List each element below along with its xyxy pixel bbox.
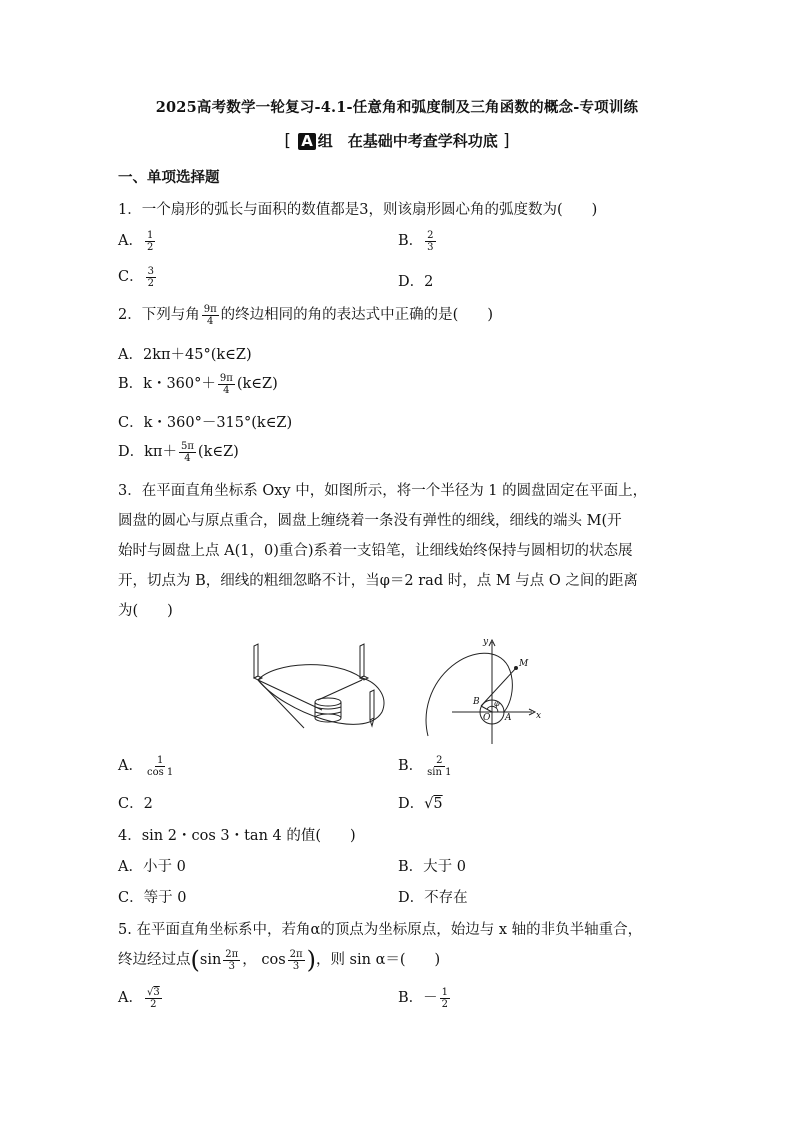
q2-stem: 2．下列与角 $\frac{9\pi}{4}$ 的终边相同的角的表达式中正确的是( ) [118,303,493,327]
group-badge: A [298,133,316,150]
q5-option-a: A． $\frac{√3}{2}$ [118,986,160,1010]
fig-label-b: B [473,697,480,707]
q4-option-b: B．大于 0 [398,859,466,875]
group-label: 组 在基础中考查学科功底 [317,132,498,150]
q3-line: 开，切点为 B，细线的粗细忽略不计，当φ＝2 rad 时，点 M 与点 O 之间的距离 [118,573,638,589]
fig-label-y: y [483,637,489,647]
section-title: 一、单项选择题 [118,170,220,186]
page-title: 2025高考数学一轮复习-4.1-任意角和弧度制及三角函数的概念-专项训练 [155,99,639,116]
fig-label-a: A [505,713,512,723]
q1-option-d: D．2 [398,274,434,290]
fig-label-m: M [519,659,529,669]
q2-option-d: D．kπ＋ $\frac{5\pi}{4}$ (k∈Z) [118,440,239,464]
q3-option-a: A． $\frac{1}{\cos 1}$ [118,754,174,778]
q2-option-c: C．k・360°－315°(k∈Z) [118,415,293,431]
q4-stem: 4．sin 2・cos 3・tan 4 的值( ) [118,828,356,844]
q3-stem [118,476,647,626]
q2-option-a: A．2kπ＋45°(k∈Z) [118,347,252,363]
q1-option-b: B． $\frac{2}{3}$ [398,229,434,253]
q3-line: 始时与圆盘上点 A(1，0)重合)系着一支铅笔，让细线始终保持与圆相切的状态展 [118,543,633,559]
q4-option-d: D．不存在 [398,890,468,906]
q5-line1: 5. 在平面直角坐标系中，若角α的顶点为坐标原点，始边与 x 轴的非负半轴重合， [118,922,643,938]
q1-option-c: C． $\frac{3}{2}$ [118,265,154,289]
bracket-left: [ [284,131,291,151]
fig-label-phi: φ [494,699,500,708]
q3-option-c: C．2 [118,796,153,812]
q1-option-a: A． $\frac{1}{2}$ [118,229,154,253]
q3-option-b: B． $\frac{2}{\sin 1}$ [398,754,452,778]
fig-label-x: x [536,711,542,721]
group-heading [0,130,794,151]
bracket-right: ] [503,131,510,151]
q5-option-b: B．－ $\frac{1}{2}$ [398,986,449,1010]
q1-stem: 1．一个扇形的弧长与面积的数值都是3，则该扇形圆心角的弧度数为( ) [118,202,598,218]
q3-option-d: D．√5 [398,796,443,812]
q4-option-a: A．小于 0 [118,859,186,875]
q3-line: 圆盘的圆心与原点重合，圆盘上缠绕着一条没有弹性的细线，细线的端头 M(开 [118,513,622,529]
fig-label-o: O [483,713,491,723]
q3-line: 为( ) [118,603,173,619]
q3-figure-spiral [412,632,562,750]
q3-figure-apparatus [244,632,394,744]
q2-option-b: B．k・360°＋ $\frac{9\pi}{4}$ (k∈Z) [118,372,278,396]
q3-line: 3．在平面直角坐标系 Oxy 中，如图所示，将一个半径为 1 的圆盘固定在平面上， [118,483,648,499]
q4-option-c: C．等于 0 [118,890,187,906]
q5-line2: 终边经过点(sin $\frac{2\pi}{3}$ ， cos $\frac{2\pi}{3}$ )，则 sin α＝( ) [118,946,441,974]
